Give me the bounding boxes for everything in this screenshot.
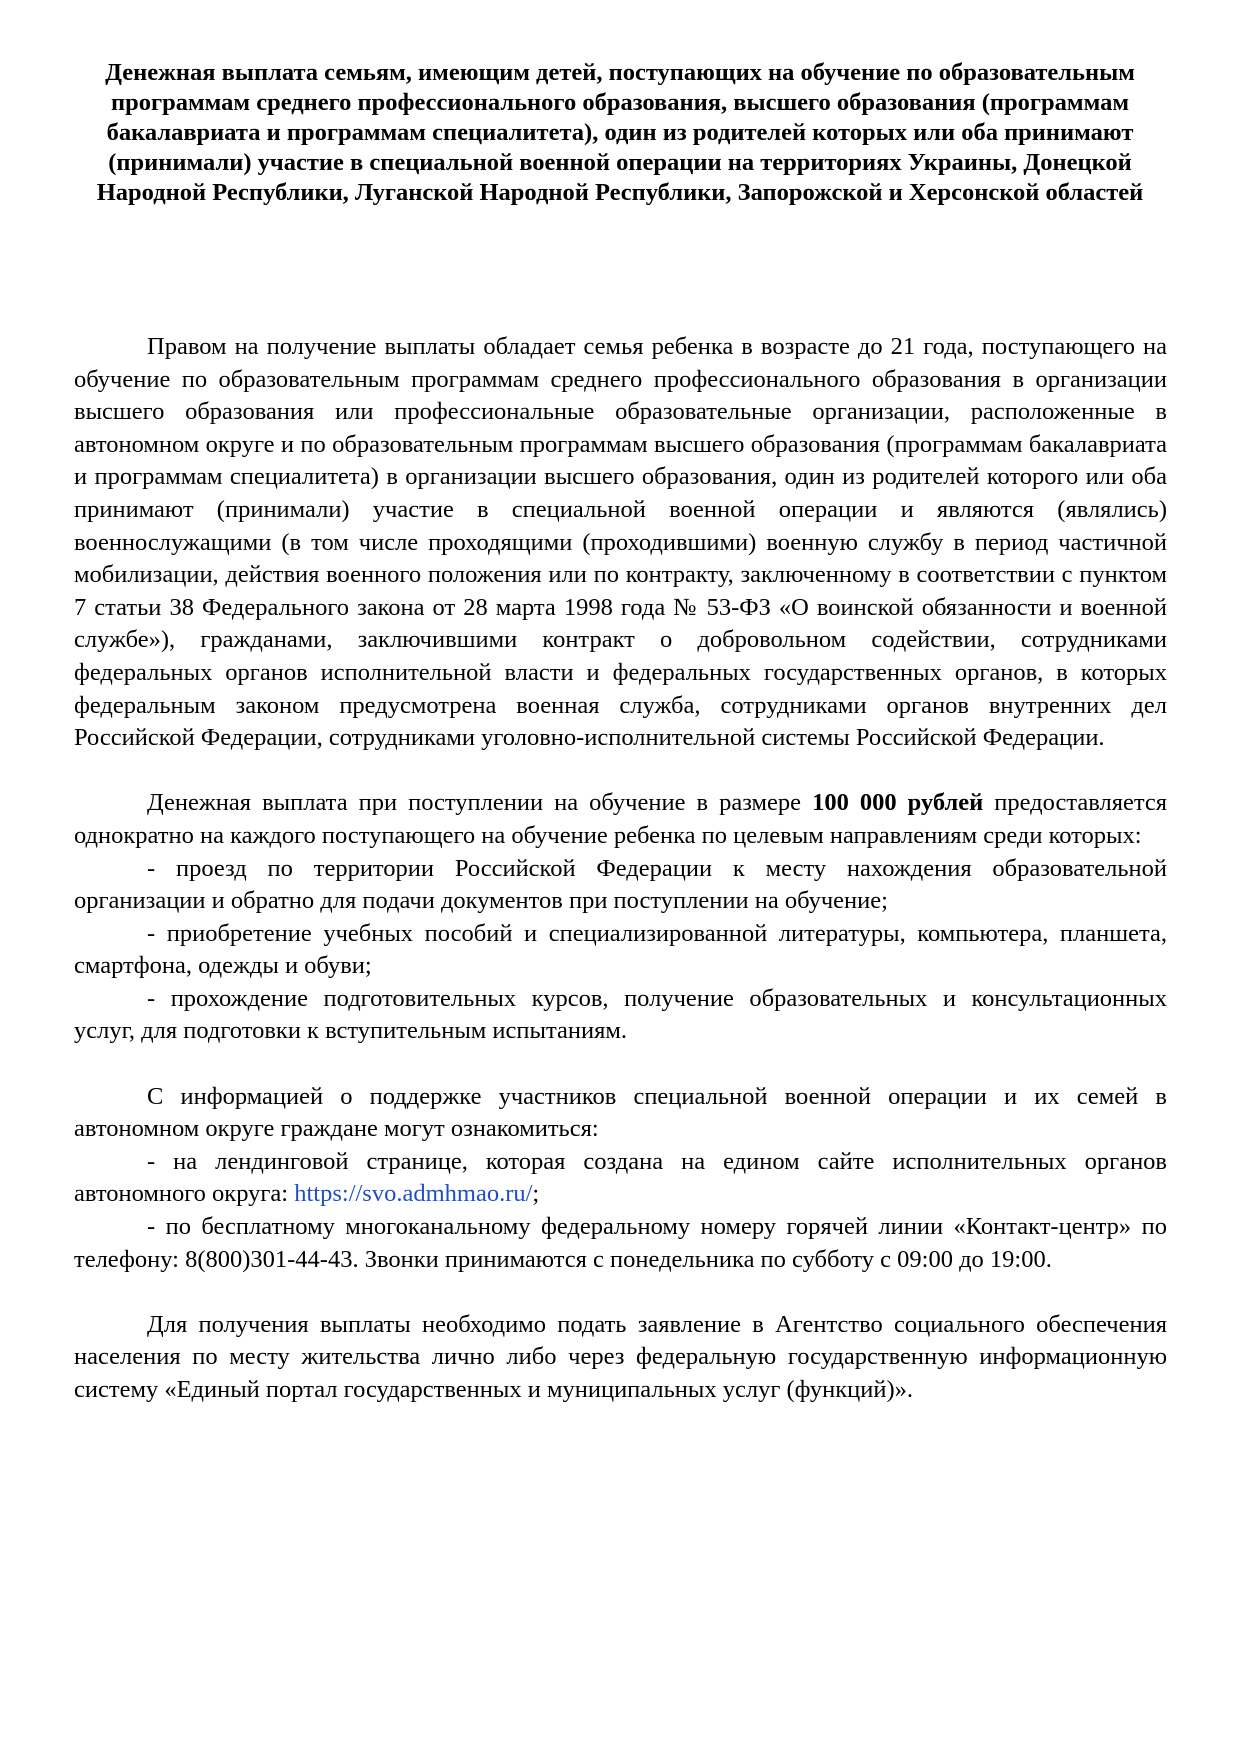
info-paragraph: С информацией о поддержке участников специальной военной операции и их семей в автономном округе граждане могут ознакомиться: bbox=[74, 1082, 1167, 1143]
eligibility-paragraph: Правом на получение выплаты обладает семья ребенка в возрасте до 21 года, поступающего на обучение по образовательным программам среднего профессионального образования в организации высшего образования или профессиональные образовательные организации, расположенные в автономном округе и по образовательным программам высшего образования (программам бакалавриата и программам специалитета) в организации высшего образования, один из родителей которого или оба принимают (принимали) участие в специальной военной операции и являются (являлись) военнослужащими (в том числе проходящими (проходившими) военную службу в период частичной мобилизации, действия военного положения или по контракту, заключенному в соответствии с пунктом 7 статьи 38 Федерального закона от 28 марта 1998 года № 53-ФЗ «О воинской обязанности и военной службе»), гражданами, заключившими контракт о добровольном содействии, сотрудниками федеральных органов исполнительной власти и федеральных государственных органов, в которых федеральным законом предусмотрена военная служба, сотрудниками органов внутренних дел Российской Федерации, сотрудниками уголовно-исполнительной системы Российской Федерации. bbox=[74, 333, 1167, 752]
purpose-item-supplies: - приобретение учебных пособий и специализированной литературы, компьютера, планшета, смартфона, одежды и обуви; bbox=[74, 919, 1167, 980]
purpose-item-courses: - прохождение подготовительных курсов, получение образовательных и консультационных услуг, для подготовки к вступительным испытаниям. bbox=[74, 984, 1167, 1045]
contact-item-hotline: - по бесплатному многоканальному федеральному номеру горячей линии «Контакт-центр» по телефону: 8(800)301-44-43. Звонки принимаются с понедельника по субботу с 09:00 до 19:00. bbox=[74, 1213, 1167, 1273]
document-title: Денежная выплата семьям, имеющим детей, поступающих на обучение по образовательным программам среднего профессионального образования, высшего образования (программам бакалавриата и программам специалитета), один из родителей которых или оба принимают (принимали) участие в специальной военной операции на территориях Украины, Донецкой Народной Республики, Луганской Народной Республики, Запорожской и Херсонской областей bbox=[96, 59, 1144, 206]
contact-website-end: ; bbox=[532, 1180, 540, 1208]
application-paragraph: Для получения выплаты необходимо подать заявление в Агентство социального обеспечения населения по месту жительства лично либо через федеральную государственную информационную систему «Единый портал государственных и муниципальных услуг (функций)». bbox=[74, 1310, 1167, 1403]
payment-amount: 100 000 рублей bbox=[812, 789, 984, 817]
website-link[interactable]: https://svo.admhmao.ru/ bbox=[294, 1180, 533, 1208]
contact-item-website bbox=[74, 1146, 1167, 1211]
document-body bbox=[74, 331, 1167, 1407]
purpose-item-travel: - проезд по территории Российской Федерации к месту нахождения образовательной организации и обратно для подачи документов при поступлении на обучение; bbox=[74, 854, 1167, 915]
payment-text-after: предоставляется однократно на каждого поступающего на обучение ребенка по целевым направлениям среди которых: bbox=[74, 789, 1167, 849]
payment-paragraph bbox=[74, 787, 1167, 852]
payment-text-before: Денежная выплата при поступлении на обучение в размере bbox=[147, 789, 813, 817]
contact-website-text: - на лендинговой странице, которая создана на едином сайте исполнительных органов автономного округа: bbox=[74, 1147, 1167, 1208]
